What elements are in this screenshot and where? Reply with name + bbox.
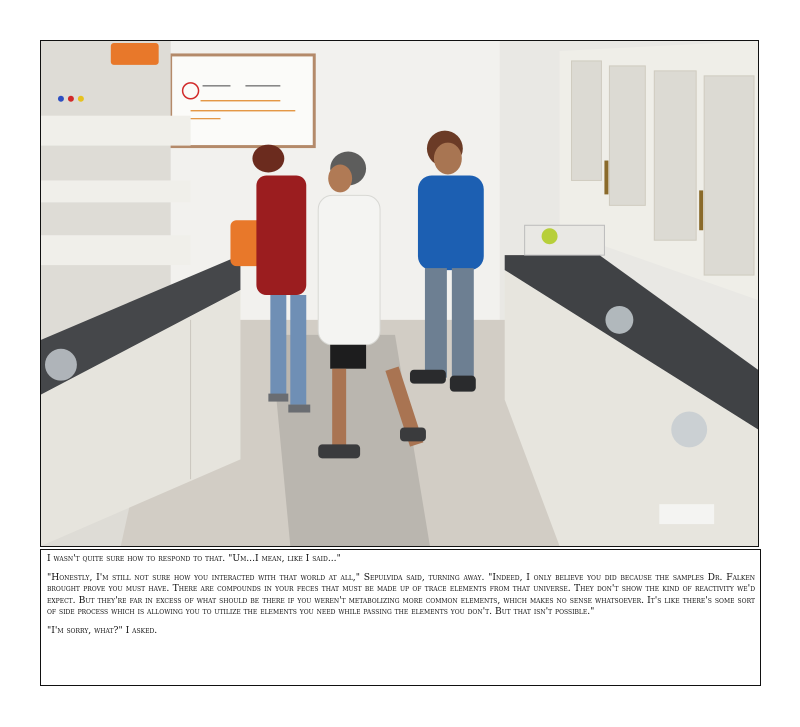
comic-panel-illustration: [40, 40, 759, 547]
caption-paragraph-1: I wasn't quite sure how to respond to that. "Um...I mean, like I said...": [47, 553, 341, 564]
caption-paragraph-2: "Honestly, I'm still not sure how you interacted with that world at all," Sepulvida said, turning away. "Indeed, I only believe you did because the samples Dr. Falken brought prove you must have. There are compounds in your feces that must be made up of trace elements from that universe. They don't show the kind of reactivity we'd expect. But they're far in excess of what should be there if you weren't metabolizing more common elements, which makes no sense whatsoever. It's like there's some sort of side process which is allowing you to utilize the elements you need while passing the elements you don't. But that isn't possible.": [47, 572, 755, 617]
whiteboard: [171, 55, 315, 147]
lab-scene: [41, 41, 758, 546]
caption-paragraph-3: "I'm sorry, what?" I asked.: [47, 625, 158, 637]
narration-caption-box: [40, 549, 761, 686]
